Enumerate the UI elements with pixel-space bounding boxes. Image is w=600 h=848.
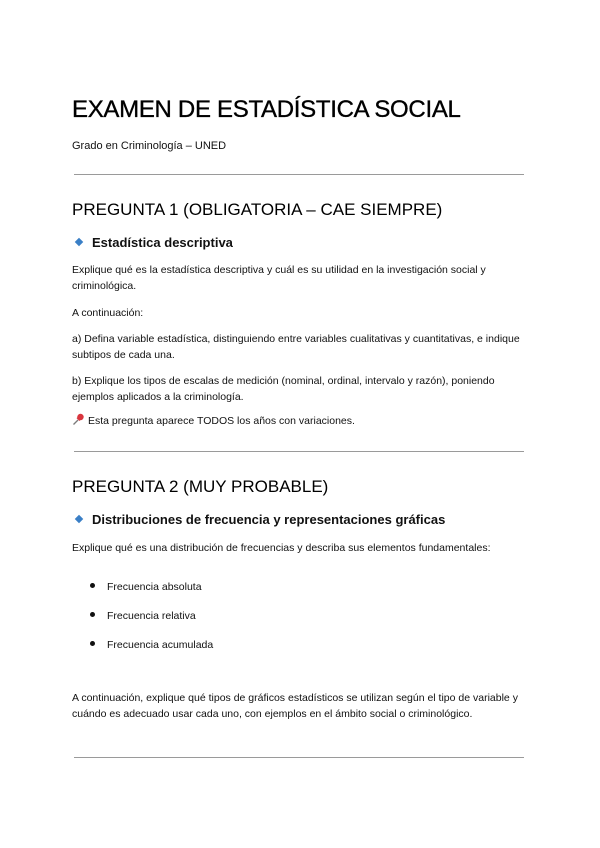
- divider: [74, 451, 524, 452]
- question2-paragraph1: Explique qué es una distribución de frecuencias y describa sus elementos fundamentales:: [72, 542, 491, 554]
- question2-heading: PREGUNTA 2 (MUY PROBABLE): [72, 477, 329, 496]
- question1-note: [72, 413, 527, 429]
- list-item: [90, 638, 213, 652]
- list-item: [90, 580, 202, 594]
- question2-paragraph2: A continuación, explique qué tipos de gráficos estadísticos se utilizan según el tipo de variable y cuándo es adecuado usar cada uno, con ejemplos en el ámbito social o criminológico.: [72, 692, 518, 720]
- list-item-label: Frecuencia relativa: [107, 610, 196, 622]
- list-item-label: Frecuencia absoluta: [107, 581, 202, 593]
- question1-paragraph1: Explique qué es la estadística descriptiva y cuál es su utilidad en la investigación social y criminológica.: [72, 264, 486, 292]
- list-item: [90, 609, 196, 623]
- question1-topic-label: Estadística descriptiva: [92, 235, 233, 250]
- divider: [74, 757, 524, 758]
- list-item-label: Frecuencia acumulada: [107, 639, 214, 651]
- bullet-icon: [90, 583, 95, 588]
- divider: [74, 174, 524, 175]
- document-subtitle: Grado en Criminología – UNED: [72, 140, 227, 152]
- question1-item-b: b) Explique los tipos de escalas de medición (nominal, ordinal, intervalo y razón), poniendo ejemplos aplicados a la criminología.: [72, 375, 495, 403]
- question1-topic: [76, 234, 233, 252]
- document-title: EXAMEN DE ESTADÍSTICA SOCIAL: [72, 96, 461, 123]
- question1-item-a: a) Defina variable estadística, distinguiendo entre variables cualitativas y cuantitativas, e indique subtipos de cada una.: [72, 333, 520, 361]
- bullet-icon: [90, 612, 95, 617]
- question2-topic: [76, 511, 445, 529]
- question1-heading: PREGUNTA 1 (OBLIGATORIA – CAE SIEMPRE): [72, 200, 443, 219]
- blue-diamond-icon: [75, 238, 83, 246]
- bullet-icon: [90, 641, 95, 646]
- question1-note-text: Esta pregunta aparece TODOS los años con variaciones.: [88, 415, 355, 427]
- pushpin-icon: [72, 413, 85, 429]
- blue-diamond-icon: [75, 515, 83, 523]
- question1-paragraph2: A continuación:: [72, 307, 144, 319]
- question2-topic-label: Distribuciones de frecuencia y representaciones gráficas: [92, 512, 446, 527]
